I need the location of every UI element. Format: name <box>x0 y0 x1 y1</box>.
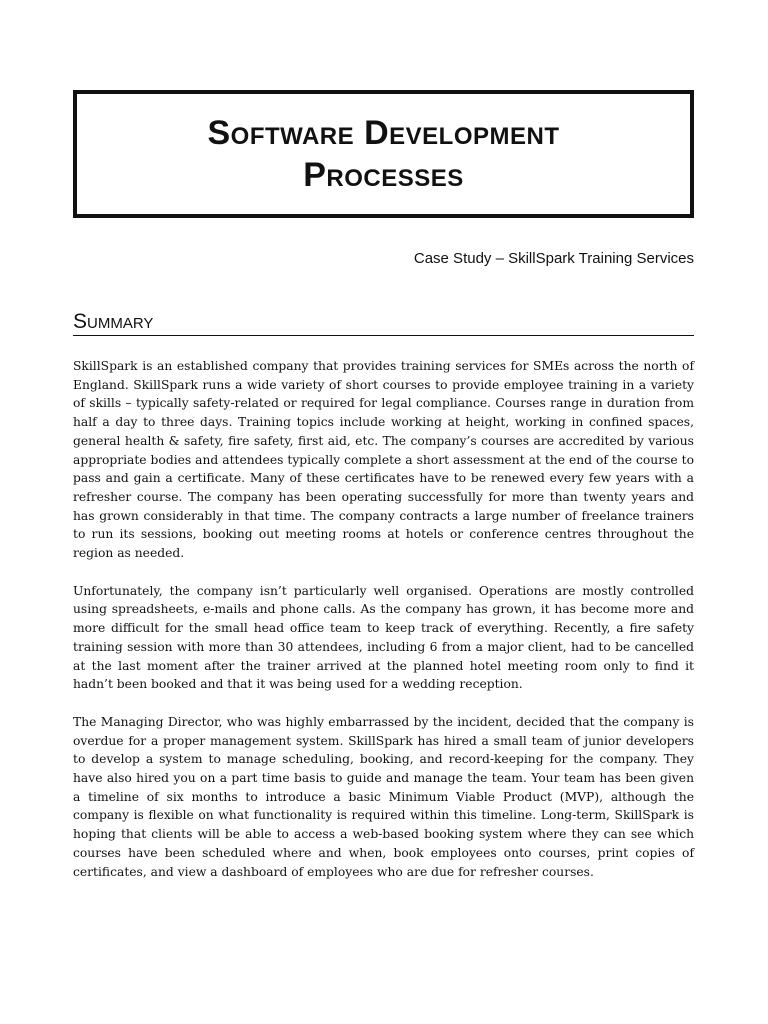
document-title-line-2: Processes <box>303 156 464 194</box>
document-page <box>73 90 694 900</box>
summary-paragraph-2: Unfortunately, the company isn’t particularly well organised. Operations are mostly controlled using spreadsheets, e-mails and phone calls. As the company has grown, it has become more and more difficult for the small head office team to keep track of everything. Recently, a fire safety training session with more than 30 attendees, including 6 from a major client, had to be cancelled at the last moment after the trainer arrived at the planned hotel meeting room only to find it hadn’t been booked and that it was being used for a wedding reception. <box>73 583 694 692</box>
summary-paragraph-1: SkillSpark is an established company that provides training services for SMEs across the north of England. SkillSpark runs a wide variety of short courses to provide employee training in a variety of skills – typically safety-related or required for legal compliance. Courses range in duration from half a day to three days. Training topics include working at height, working in confined spaces, general health & safety, fire safety, first aid, etc. The company’s courses are accredited by various appropriate bodies and attendees typically complete a short assessment at the end of the course to pass and gain a certificate. Many of these certificates have to be renewed every few years with a refresher course. The company has been operating successfully for more than twenty years and has grown considerably in that time. The company contracts a large number of freelance trainers to run its sessions, booking out meeting rooms at hotels or conference centres throughout the region as needed. <box>73 359 694 561</box>
document-subtitle: Case Study – SkillSpark Training Services <box>413 250 694 267</box>
summary-body <box>73 357 694 881</box>
document-title-line-1: Software Development <box>207 114 560 152</box>
summary-paragraph-3: The Managing Director, who was highly embarrassed by the incident, decided that the company is overdue for a proper management system. SkillSpark has hired a small team of junior developers to develop a system to manage scheduling, booking, and record-keeping for the company. They have also hired you on a part time basis to guide and manage the team. Your team has been given a timeline of six months to introduce a basic Minimum Viable Product (MVP), although the company is flexible on what functionality is required within this timeline. Long-term, SkillSpark is hoping that clients will be able to access a web-based booking system where they can see which courses have been scheduled where and when, book employees onto courses, print copies of certificates, and view a dashboard of employees who are due for refresher courses. <box>73 714 694 879</box>
title-box <box>73 90 694 218</box>
section-heading-summary: Summary <box>73 310 694 336</box>
